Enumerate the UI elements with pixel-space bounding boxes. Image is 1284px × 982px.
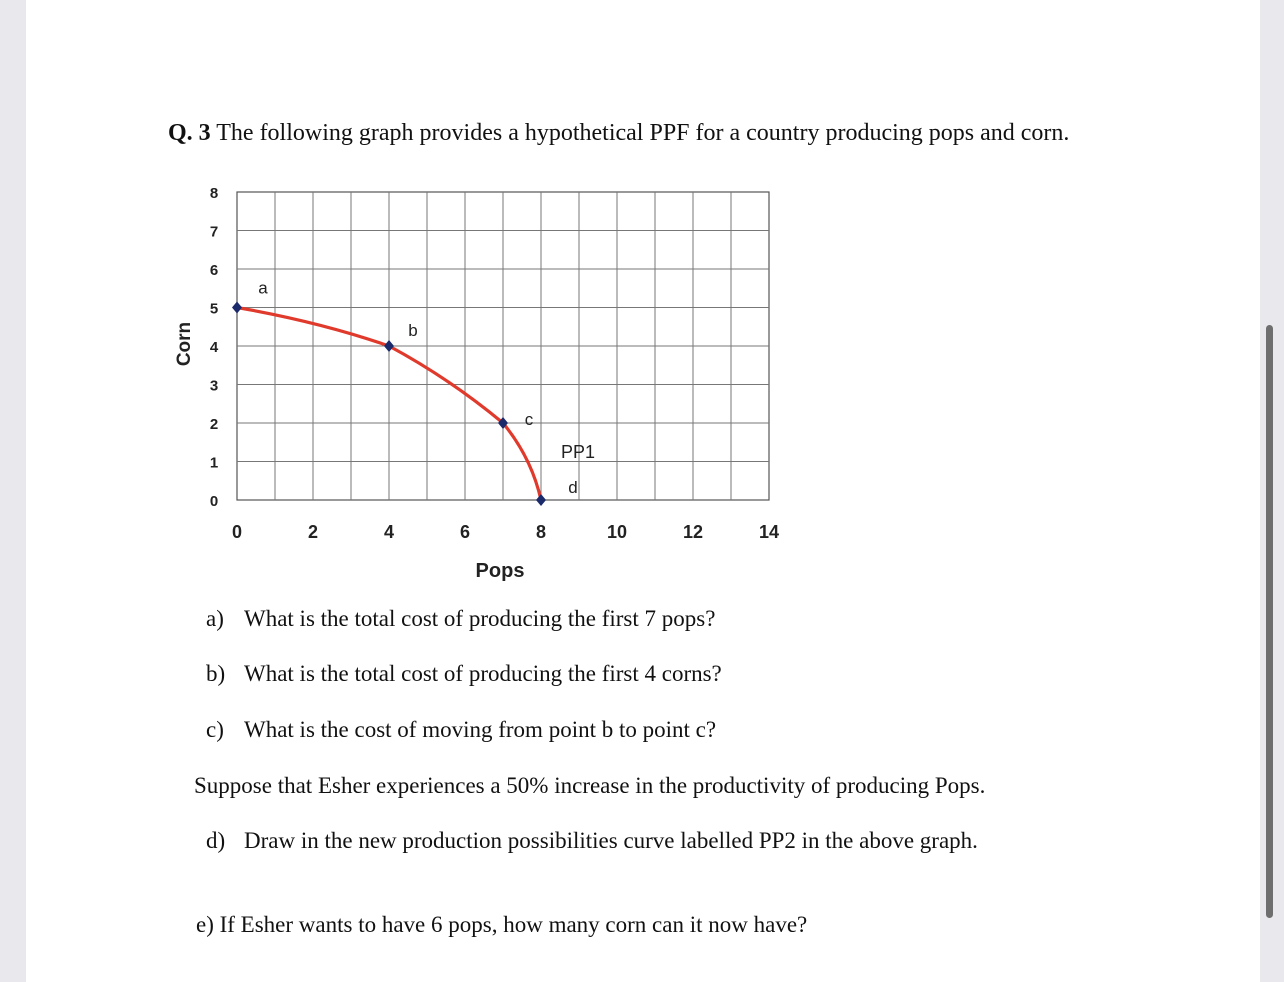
point-label: a [258, 278, 268, 298]
question-part-e [196, 912, 807, 938]
y-tick-label: 4 [209, 339, 219, 356]
y-tick-label: 2 [209, 416, 219, 433]
question-part-c [206, 717, 716, 743]
part-text: What is the total cost of producing the first 4 corns? [244, 661, 722, 686]
scenario-text: Suppose that Esher experiences a 50% increase in the productivity of producing Pops. [194, 773, 986, 798]
question-part-b [206, 661, 722, 687]
point-label: d [568, 478, 578, 497]
question-part-d [206, 828, 978, 854]
curve-label-pp1: PP1 [560, 442, 596, 462]
question-part-a [206, 606, 715, 632]
x-tick-label: 4 [383, 522, 395, 542]
y-tick-label: 5 [209, 300, 219, 318]
y-tick-label: 8 [209, 185, 219, 202]
part-text: e) If Esher wants to have 6 pops, how many corn can it now have? [196, 912, 808, 937]
y-axis-title: Corn [174, 321, 195, 367]
y-tick-label: 3 [209, 377, 219, 395]
part-text: What is the total cost of producing the first 7 pops? [244, 606, 716, 631]
x-tick-label: 12 [682, 522, 704, 542]
part-label: b) [206, 661, 226, 686]
point-label: c [524, 410, 534, 429]
point-label: b [408, 321, 418, 340]
question-number: Q. 3 [168, 120, 211, 146]
part-label: c) [206, 717, 224, 742]
part-text: Draw in the new production possibilities curve labelled PP2 in the above graph. [244, 828, 978, 853]
x-tick-label: 14 [758, 522, 780, 542]
x-tick-label: 0 [231, 522, 243, 542]
x-tick-label: 10 [606, 522, 628, 542]
part-label: a) [206, 606, 224, 631]
part-text: What is the cost of moving from point b to point c? [244, 717, 717, 742]
x-tick-label: 8 [535, 522, 547, 542]
x-tick-label: 6 [459, 522, 471, 542]
y-tick-label: 7 [209, 223, 219, 241]
question-text: The following graph provides a hypothetical PPF for a country producing pops and corn. [216, 120, 1070, 146]
y-tick-label: 6 [209, 262, 219, 279]
y-tick-label: 1 [209, 454, 219, 472]
scenario-statement [194, 773, 985, 799]
x-axis-title: Pops [475, 560, 525, 582]
y-tick-label: 0 [209, 493, 219, 510]
part-label: d) [206, 828, 226, 853]
x-tick-label: 2 [307, 522, 319, 542]
